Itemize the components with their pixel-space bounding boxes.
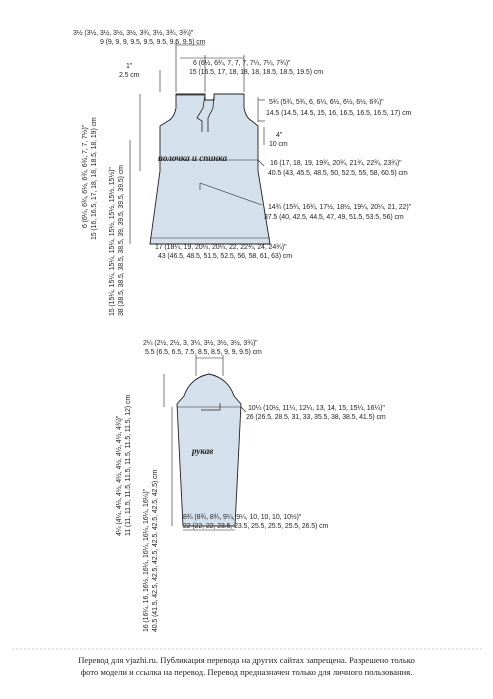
neck-width-cm: 15 (16.5, 17, 18, 18, 18, 18.5, 18.5, 19.5) cm [189,69,323,76]
back-neck-depth-in: 1" [126,63,133,70]
placket-in: 4" [276,132,283,139]
shoulder-width-cm: 9 (9, 9, 9, 9.5, 9.5, 9.5, 9.5, 9.5) cm [100,39,206,46]
sleeve-label: рукав [192,446,214,456]
armhole-total-in: 6 (6¼, 6¾, 6½, 6¾, 6¾, 7, 7, 7½)" [82,124,89,228]
front-back-label: полочка и спинка [158,153,228,163]
cap-top-in: 2¼ (2½, 2½, 3, 3¼, 3½, 3½, 3½, 3¾)" [143,340,258,347]
footer-line-2: фото модели и ссылка на перевод. Перевод предназначен только для личного пользования. [80,667,413,677]
body-piece-shape [150,94,270,244]
cap-height-cm: 11 (11, 11.5, 11.5, 11.5, 11.5, 11.5, 11.5, 12) cm [125,394,132,536]
body-length-in: 15 (15¼, 15¼, 15¼, 15¼, 15½, 15½, 15½, 15½)" [109,167,116,316]
dim-upper-leader [258,160,264,166]
hip-width-in: 17 (18¼, 19, 20¼, 20¼, 22, 22¾, 24, 24¾)" [155,244,287,251]
armhole-depth-in: 5¾ (5¾, 5¾, 6, 6¼, 6½, 6½, 6½, 6¾)" [269,99,384,106]
cuff-in: 8¾ (8¾, 8¾, 9¼, 9¼, 10, 10, 10, 10½)" [183,514,302,521]
placket-cm: 10 cm [269,141,288,148]
translation-notice [15,654,478,678]
armhole-depth-cm: 14.5 (14.5, 14.5, 15, 16, 16.5, 16.5, 16.5, 17) cm [266,110,412,117]
upper-arm-cm: 26 (26.5, 28.5, 31, 33, 35.5, 38, 38.5, 41.5) cm [246,414,386,421]
shoulder-width-in: 3½ (3½, 3½, 3½, 3½, 3¾, 3½, 3¾, 3¾)" [73,30,194,37]
upper-width-cm: 40.5 (43, 45.5, 48.5, 50, 52.5, 55, 58, 60.5) cm [268,170,408,177]
body-length-cm: 38 (38.5, 38.5, 38.5, 38.5, 39, 39.5, 39.5, 39.5) cm [118,165,125,316]
waist-width-in: 14¾ (15¾, 16¾, 17½, 18½, 19¼, 20¼, 21, 22)" [268,204,411,211]
sleeve-length-in: 16 (16¼, 16, 16½, 16¼, 16¼, 16¼, 16¼, 16¼)" [143,489,150,632]
upper-width-in: 16 (17, 18, 19, 19¾, 20¾, 21¾, 22¾, 23¾)" [270,160,402,167]
dim-upper-arm-leader [241,407,246,412]
cuff-cm: 22 (22, 22, 23.5, 23.5, 25.5, 25.5, 25.5, 26.5) cm [183,523,329,530]
cap-top-cm: 5.5 (6.5, 6.5, 7.5, 8.5, 8.5, 9, 9, 9.5) cm [145,349,262,356]
waist-width-cm: 37.5 (40, 42.5, 44.5, 47, 49, 51.5, 53.5, 56) cm [264,214,404,221]
footer-line-1: Перевод для vjazhi.ru. Публикация перевода на других сайтах запрещена. Разрешено только [78,655,415,665]
back-neck-depth-cm: 2.5 cm [119,72,140,79]
hip-width-cm: 43 (46.5, 48.5, 51.5, 52.5, 56, 58, 61, 63) cm [158,253,292,260]
cap-height-in: 4¼ (4¼, 4¼, 4½, 4½, 4½, 4½, 4½, 4¾)" [116,415,123,536]
sleeve-length-cm: 40.5 (41.5, 42.5, 42.5, 42.5, 42.5, 42.5, 42.5, 42.5) cm [152,469,159,632]
armhole-total-cm: 15 (16, 16.5, 17, 18, 18, 18.5, 18, 19) cm [91,117,98,240]
neck-width-in: 6 (6½, 6¾, 7, 7, 7, 7¼, 7¼, 7¾)" [193,60,291,67]
upper-arm-in: 10¼ (10½, 11¼, 12¼, 13, 14, 15, 15¼, 16¼)" [248,405,385,412]
